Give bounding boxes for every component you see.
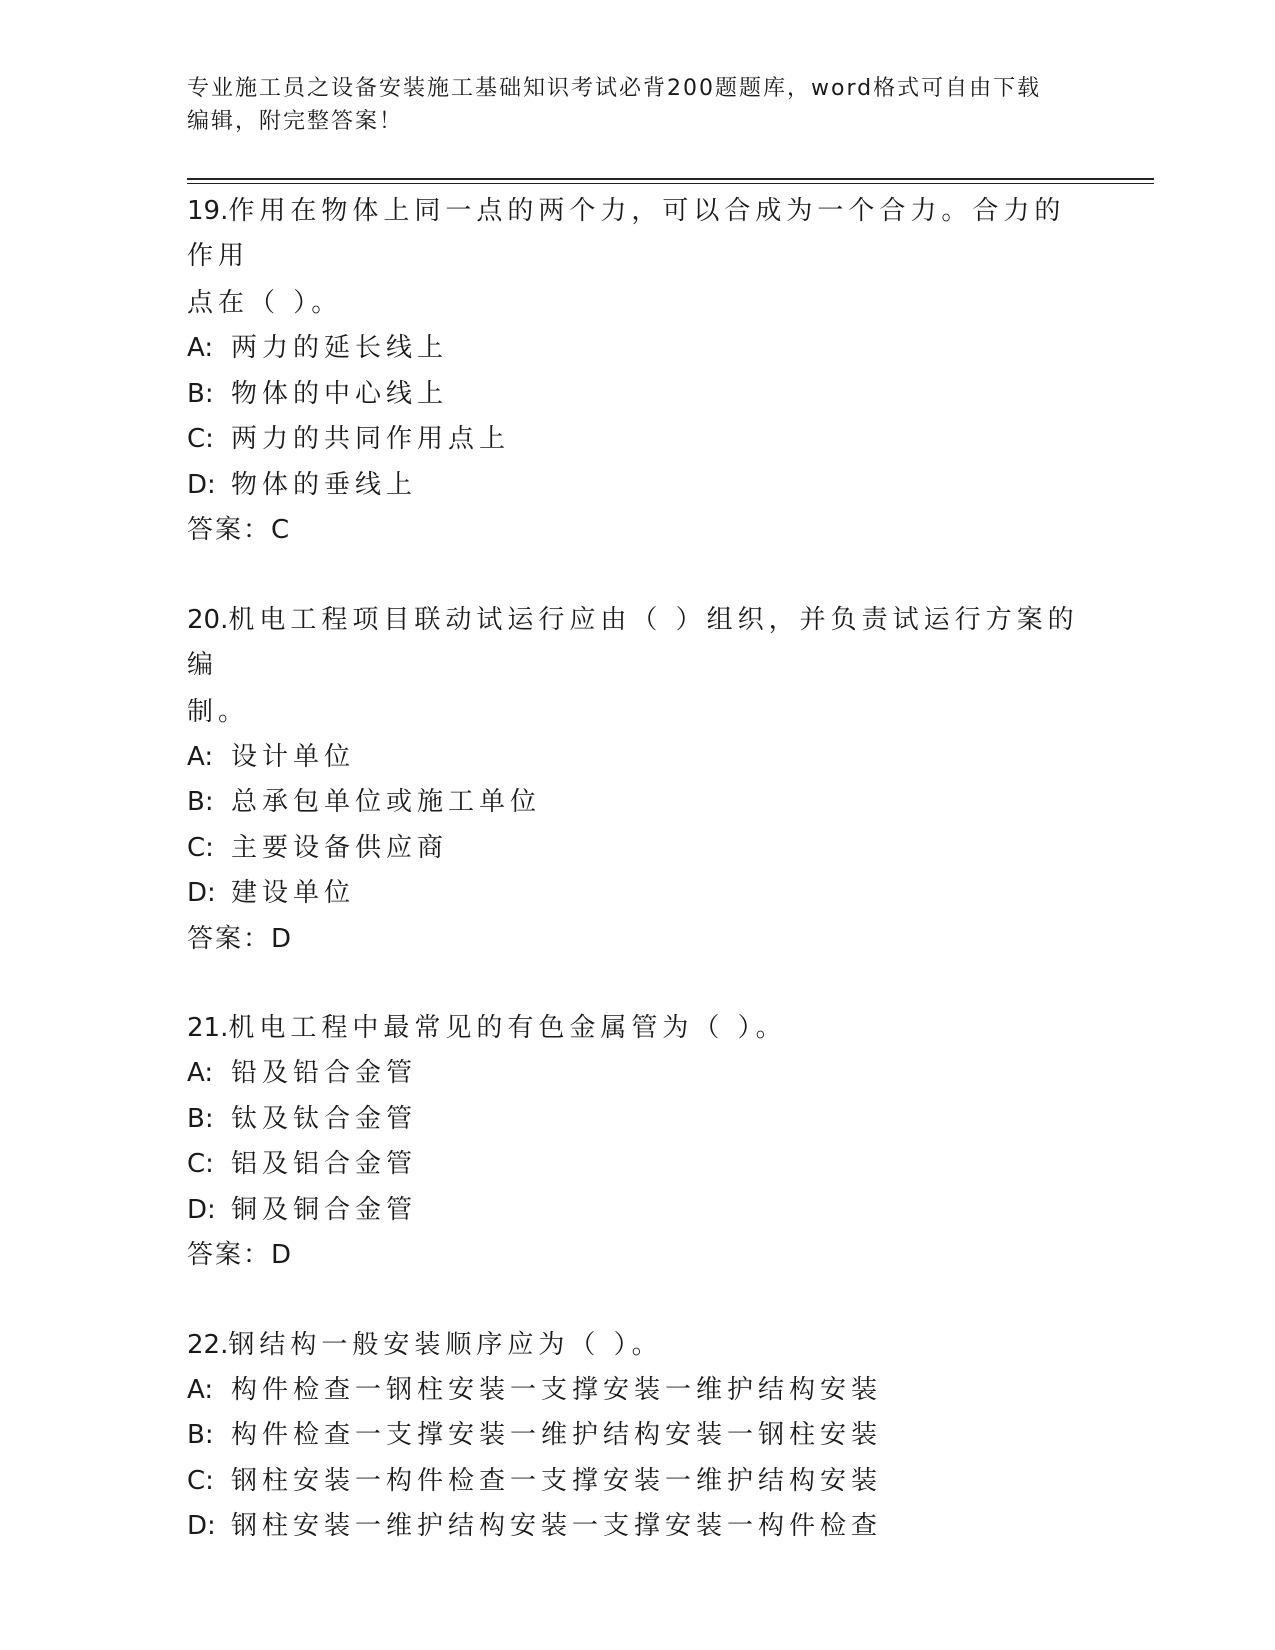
option-letter: A: xyxy=(187,741,214,772)
option-text: 总承包单位或施工单位 xyxy=(231,787,542,817)
option-b xyxy=(187,1413,1087,1459)
option-text: 铝及铝合金管 xyxy=(231,1149,418,1179)
option-letter: C: xyxy=(187,1465,214,1496)
option-text: 钢柱安装一构件检查一支撑安装一维护结构安装 xyxy=(231,1465,883,1496)
option-text: 物体的中心线上 xyxy=(231,378,449,409)
option-letter: A: xyxy=(187,1058,214,1088)
option-letter: B: xyxy=(187,378,214,409)
question-stem xyxy=(187,598,1087,688)
answer-value: D xyxy=(271,1240,292,1270)
option-text: 物体的垂线上 xyxy=(231,469,418,500)
option-d xyxy=(187,1188,1087,1234)
option-a xyxy=(187,326,1087,372)
option-text: 构件检查一支撑安装一维护结构安装一钢柱安装 xyxy=(231,1420,883,1450)
option-c xyxy=(187,1142,1087,1188)
answer-label: 答案： xyxy=(187,515,272,545)
answer-line xyxy=(187,1233,1087,1279)
option-d xyxy=(187,871,1087,917)
option-text: 建设单位 xyxy=(231,878,356,908)
question-21 xyxy=(187,1006,1087,1279)
option-text: 设计单位 xyxy=(231,741,356,772)
answer-label: 答案： xyxy=(187,1240,272,1270)
option-text: 构件检查一钢柱安装一支撑安装一维护结构安装 xyxy=(231,1374,883,1405)
header-divider-thin xyxy=(187,183,1154,184)
document-header xyxy=(187,72,1087,138)
question-19 xyxy=(187,189,1087,554)
question-stem-line-2: 制。 xyxy=(187,696,250,727)
option-a xyxy=(187,735,1087,781)
answer-value: D xyxy=(271,923,292,954)
option-letter: C: xyxy=(187,424,214,454)
option-c xyxy=(187,1459,1087,1505)
option-text: 主要设备供应商 xyxy=(231,832,449,863)
option-c xyxy=(187,417,1087,463)
question-22 xyxy=(187,1323,1087,1550)
question-stem-line-2: 点在（ ）。 xyxy=(187,288,343,318)
option-letter: A: xyxy=(187,1374,214,1405)
option-d xyxy=(187,1504,1087,1550)
option-letter: D: xyxy=(187,1194,216,1225)
option-letter: A: xyxy=(187,333,214,363)
question-number: 21. xyxy=(187,1013,229,1043)
option-text: 钛及钛合金管 xyxy=(231,1103,418,1134)
option-letter: C: xyxy=(187,1149,214,1179)
option-letter: D: xyxy=(187,878,216,908)
question-stem xyxy=(187,1006,1087,1051)
option-text: 钢柱安装一维护结构安装一支撑安装一构件检查 xyxy=(231,1511,883,1541)
option-letter: D: xyxy=(187,469,216,500)
question-stem-line-1: 机电工程中最常见的有色金属管为（ ）。 xyxy=(228,1013,787,1043)
question-stem xyxy=(187,189,1087,279)
option-b xyxy=(187,780,1087,826)
option-letter: B: xyxy=(187,1420,214,1450)
header-line-2: 编辑，附完整答案！ xyxy=(187,109,404,134)
option-text: 铜及铜合金管 xyxy=(231,1194,418,1225)
question-list xyxy=(187,187,1087,1550)
option-letter: B: xyxy=(187,787,214,817)
answer-label: 答案： xyxy=(187,923,272,954)
header-divider-thick xyxy=(187,178,1154,180)
question-stem-line-1: 作用在物体上同一点的两个力，可以合成为一个合力。合力的作用 xyxy=(187,196,1066,271)
option-letter: C: xyxy=(187,832,214,863)
answer-value: C xyxy=(271,515,290,545)
question-number: 19. xyxy=(187,196,229,226)
option-a xyxy=(187,1368,1087,1414)
question-number: 22. xyxy=(187,1329,229,1360)
option-d xyxy=(187,463,1087,509)
option-text: 两力的延长线上 xyxy=(231,333,449,363)
question-stem xyxy=(187,1323,1087,1368)
option-b xyxy=(187,372,1087,418)
option-letter: B: xyxy=(187,1103,214,1134)
option-a xyxy=(187,1051,1087,1097)
option-b xyxy=(187,1097,1087,1143)
question-number: 20. xyxy=(187,604,229,635)
question-stem-line-1: 机电工程项目联动试运行应由（ ）组织，并负责试运行方案的编 xyxy=(187,604,1079,680)
header-line-1: 专业施工员之设备安装施工基础知识考试必背200题题库，word格式可自由下载 xyxy=(187,76,1042,101)
question-stem-line-1: 钢结构一般安装顺序应为（ ）。 xyxy=(228,1329,663,1360)
option-c xyxy=(187,826,1087,872)
option-letter: D: xyxy=(187,1511,216,1541)
answer-line xyxy=(187,508,1087,554)
option-text: 铅及铅合金管 xyxy=(231,1058,418,1088)
answer-line xyxy=(187,917,1087,963)
option-text: 两力的共同作用点上 xyxy=(231,424,511,454)
question-20 xyxy=(187,598,1087,963)
